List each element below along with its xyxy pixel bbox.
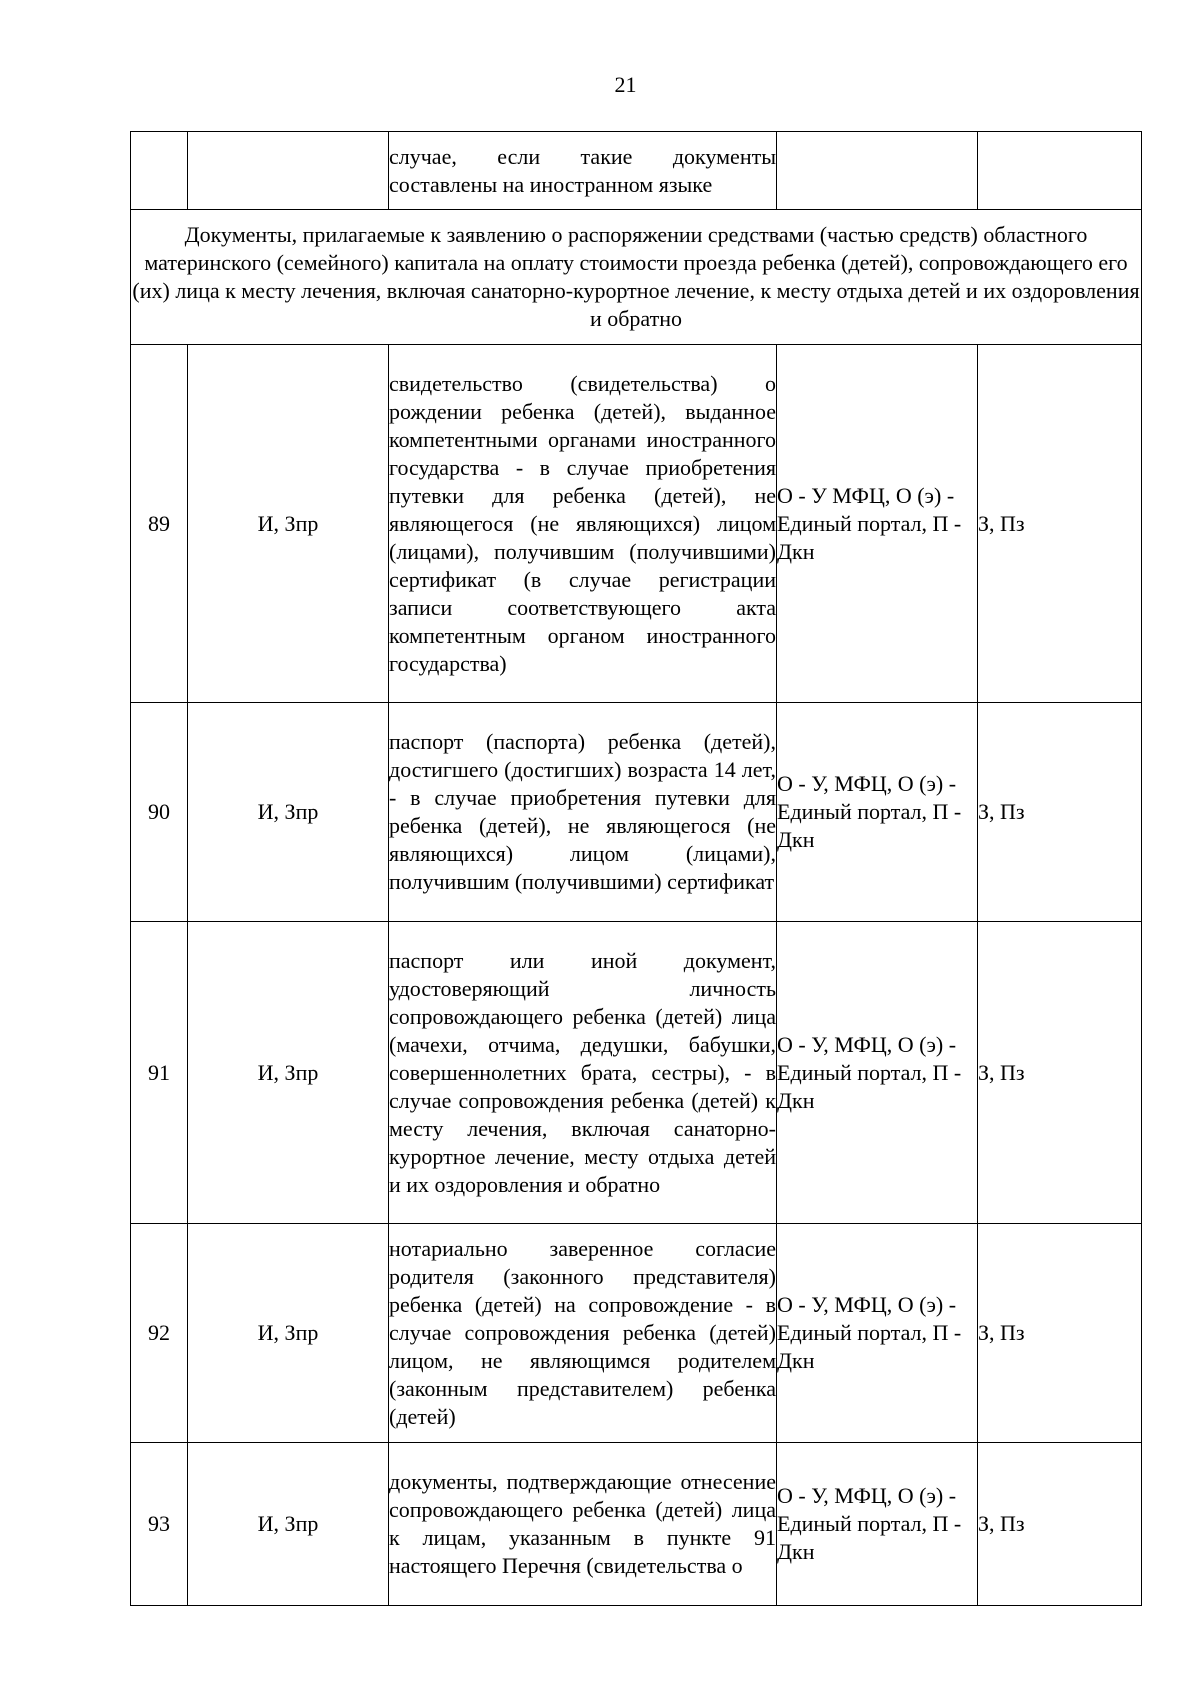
description-cell: паспорт или иной документ, удостоверяющий личность сопровождающего ребенка (детей) лица (мачехи, отчима, дедушки, бабушки, совершеннолетних брата, сестры), - в случае сопровождения ребенка (детей) к месту лечения, включая санаторно-курортное лечение, месту отдыха детей и их оздоровления и обратно xyxy=(389,922,777,1224)
basis-cell: И, Зпр xyxy=(188,703,389,922)
table-row xyxy=(131,1224,1142,1443)
row-number: 89 xyxy=(131,345,188,703)
row-number: 93 xyxy=(131,1443,188,1606)
description-cell: паспорт (паспорта) ребенка (детей), достигшего (достигших) возраста 14 лет, - в случае приобретения путевки для ребенка (детей), не являющегося (не являющихся) лицом (лицами), получившим (получившими) сертификат xyxy=(389,703,777,922)
documents-table xyxy=(130,131,1142,1606)
requirement-cell: З, Пз xyxy=(978,922,1142,1224)
description-cell: свидетельство (свидетельства) о рождении ребенка (детей), выданное компетентными органами иностранного государства - в случае приобретения путевки для ребенка (детей), не являющегося (не являющихся) лицом (лицами), получившим (получившими) сертификат (в случае регистрации записи соответствующего акта компетентным органом иностранного государства) xyxy=(389,345,777,703)
table-row xyxy=(131,922,1142,1224)
where-cell: О - У МФЦ, О (э) - Единый портал, П - Дкн xyxy=(777,345,978,703)
basis-cell: И, Зпр xyxy=(188,1224,389,1443)
requirement-cell: З, Пз xyxy=(978,1443,1142,1606)
table-row xyxy=(131,345,1142,703)
basis-cell: И, Зпр xyxy=(188,922,389,1224)
description-cell: документы, подтверждающие отнесение сопровождающего ребенка (детей) лица к лицам, указанным в пункте 91 настоящего Перечня (свидетельства о xyxy=(389,1443,777,1606)
number-cell xyxy=(131,132,188,210)
requirement-cell: З, Пз xyxy=(978,345,1142,703)
page-number: 21 xyxy=(614,72,637,97)
row-number: 91 xyxy=(131,922,188,1224)
basis-cell xyxy=(188,132,389,210)
where-cell: О - У, МФЦ, О (э) - Единый портал, П - Дкн xyxy=(777,1224,978,1443)
table-row-continuation xyxy=(131,132,1142,210)
where-cell: О - У, МФЦ, О (э) - Единый портал, П - Дкн xyxy=(777,1443,978,1606)
description-cell: случае, если такие документы составлены на иностранном языке xyxy=(389,132,777,210)
where-cell: О - У, МФЦ, О (э) - Единый портал, П - Дкн xyxy=(777,703,978,922)
requirement-cell: З, Пз xyxy=(978,703,1142,922)
requirement-cell: З, Пз xyxy=(978,1224,1142,1443)
basis-cell: И, Зпр xyxy=(188,1443,389,1606)
section-header-row xyxy=(131,210,1142,345)
table-row xyxy=(131,703,1142,922)
table-row xyxy=(131,1443,1142,1606)
where-cell xyxy=(777,132,978,210)
basis-cell: И, Зпр xyxy=(188,345,389,703)
where-cell: О - У, МФЦ, О (э) - Единый портал, П - Дкн xyxy=(777,922,978,1224)
section-title: Документы, прилагаемые к заявлению о распоряжении средствами (частью средств) областного материнского (семейного) капитала на оплату стоимости проезда ребенка (детей), сопровождающего его (их) лица к месту лечения, включая санаторно-курортное лечение, к месту отдыха детей и их оздоровления и обратно xyxy=(131,210,1142,345)
row-number: 90 xyxy=(131,703,188,922)
description-cell: нотариально заверенное согласие родителя (законного представителя) ребенка (детей) на сопровождение - в случае сопровождения ребенка (детей) лицом, не являющимся родителем (законным представителем) ребенка (детей) xyxy=(389,1224,777,1443)
requirement-cell xyxy=(978,132,1142,210)
row-number: 92 xyxy=(131,1224,188,1443)
